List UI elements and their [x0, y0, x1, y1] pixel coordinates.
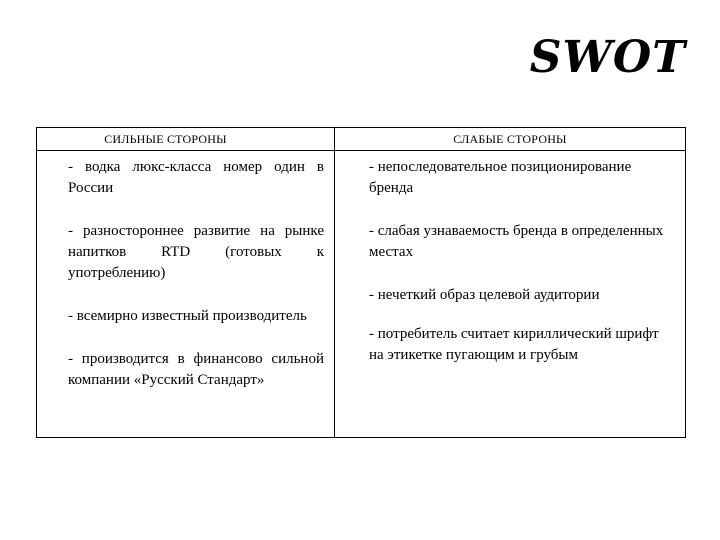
strength-item: - всемирно известный производитель — [68, 308, 307, 324]
weaknesses-list — [335, 151, 685, 366]
weakness-item: - непоследовательное позиционирование бренда — [369, 159, 632, 196]
strength-item: - производится в финансово сильной компании «Русский Стандарт» — [68, 351, 324, 388]
strengths-header: СИЛЬНЫЕ СТОРОНЫ — [37, 128, 334, 151]
weakness-item: - потребитель считает кириллический шрифт на этикетке пугающим и грубым — [369, 326, 659, 363]
slide-title: SWOT — [529, 32, 686, 83]
strengths-list — [37, 151, 334, 391]
weakness-item: - слабая узнаваемость бренда в определенных местах — [369, 223, 664, 260]
weakness-item: - нечеткий образ целевой аудитории — [369, 287, 600, 303]
strength-item: - разностороннее развитие на рынке напитков RTD (готовых к употреблению) — [68, 223, 324, 281]
swot-table — [36, 127, 686, 438]
weaknesses-header: СЛАБЫЕ СТОРОНЫ — [335, 128, 685, 151]
strength-item: - водка люкс-класса номер один в России — [68, 159, 324, 196]
strengths-column — [37, 128, 335, 437]
weaknesses-column — [335, 128, 685, 437]
